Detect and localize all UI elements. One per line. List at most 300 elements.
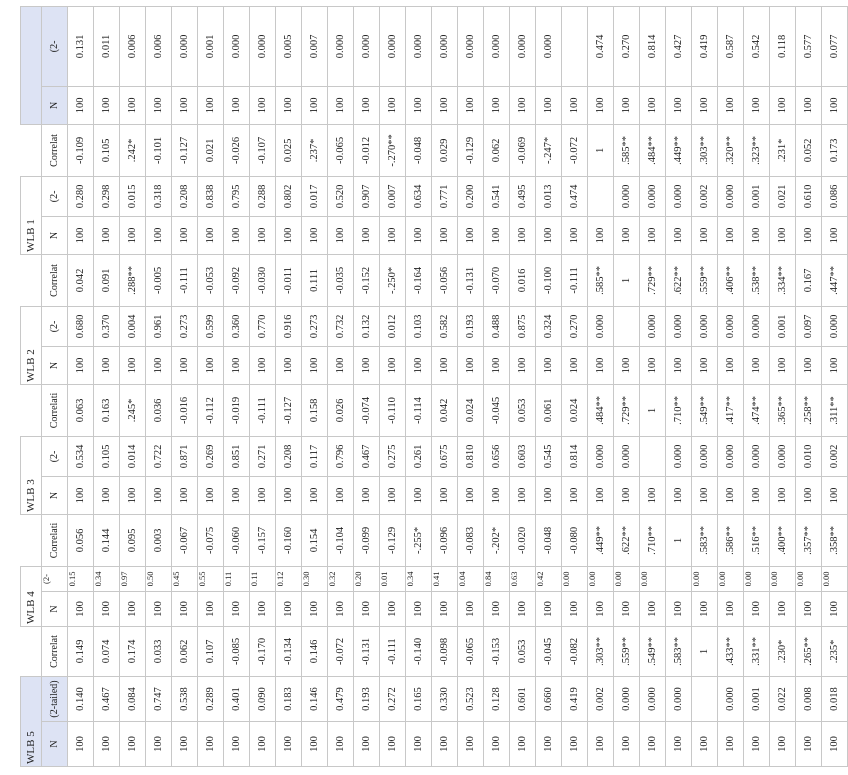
table-row <box>68 6 94 766</box>
group-wlb1: WLB 1 <box>21 176 42 254</box>
table-cell: 0.000 <box>354 6 380 86</box>
table-cell: 0.029 <box>432 124 458 176</box>
table-cell: 100 <box>146 591 172 626</box>
table-cell: 100 <box>250 346 276 384</box>
table-cell: 0.000 <box>588 306 614 346</box>
table-cell: .320** <box>718 124 744 176</box>
table-cell: 0.010 <box>796 436 822 476</box>
table-cell: 0.00 <box>562 566 588 591</box>
table-cell: .242* <box>120 124 146 176</box>
table-row <box>302 6 328 766</box>
table-cell: 100 <box>640 86 666 124</box>
table-cell: 100 <box>276 86 302 124</box>
table-cell: 0.167 <box>796 254 822 306</box>
table-cell: 0.000 <box>458 6 484 86</box>
table-cell: .622** <box>614 514 640 566</box>
table-cell: 0.061 <box>536 384 562 436</box>
table-cell: 0.55 <box>198 566 224 591</box>
table-cell <box>562 6 588 86</box>
table-cell: 100 <box>224 591 250 626</box>
table-cell: 0.298 <box>94 176 120 216</box>
table-cell: 100 <box>68 722 94 767</box>
table-cell: 100 <box>510 216 536 254</box>
table-cell: 100 <box>640 476 666 514</box>
table-cell: 100 <box>588 216 614 254</box>
table-cell: 100 <box>614 722 640 767</box>
group-wlb5: WLB 5 <box>21 676 42 766</box>
table-cell: 0.280 <box>68 176 94 216</box>
table-cell: 0.154 <box>302 514 328 566</box>
table-cell: 100 <box>406 86 432 124</box>
sub-header-row <box>42 6 68 766</box>
table-cell: 0.467 <box>354 436 380 476</box>
table-cell: 100 <box>692 476 718 514</box>
table-cell: 100 <box>146 346 172 384</box>
table-cell: 100 <box>614 591 640 626</box>
table-cell: 100 <box>432 476 458 514</box>
table-cell: 100 <box>432 346 458 384</box>
table-cell: -0.110 <box>380 384 406 436</box>
table-cell: -0.072 <box>562 124 588 176</box>
table-cell: 0.675 <box>432 436 458 476</box>
table-cell: 0.875 <box>510 306 536 346</box>
table-cell: .400** <box>770 514 796 566</box>
table-row <box>510 6 536 766</box>
table-cell: 100 <box>692 591 718 626</box>
table-cell: 0.111 <box>302 254 328 306</box>
sig-header: (2- <box>42 436 68 476</box>
table-cell: -0.016 <box>172 384 198 436</box>
table-cell: 100 <box>562 722 588 767</box>
table-cell: .323** <box>744 124 770 176</box>
table-cell: 0.000 <box>666 436 692 476</box>
table-cell: -0.075 <box>198 514 224 566</box>
table-row <box>380 6 406 766</box>
table-cell: 0.004 <box>120 306 146 346</box>
table-cell: 0.00 <box>822 566 848 591</box>
table-cell: -0.109 <box>68 124 94 176</box>
table-cell: 0.370 <box>94 306 120 346</box>
table-cell: 0.131 <box>68 6 94 86</box>
table-cell: 0.63 <box>510 566 536 591</box>
table-cell: .729** <box>614 384 640 436</box>
table-cell: 0.024 <box>562 384 588 436</box>
table-cell: 100 <box>120 476 146 514</box>
table-row <box>120 6 146 766</box>
table-cell: -0.131 <box>354 626 380 676</box>
table-cell: .449** <box>588 514 614 566</box>
table-cell: 0.599 <box>198 306 224 346</box>
table-cell: 0.105 <box>94 436 120 476</box>
table-cell: 100 <box>94 86 120 124</box>
table-cell: -0.099 <box>354 514 380 566</box>
table-row <box>614 6 640 766</box>
table-cell: 0.795 <box>224 176 250 216</box>
table-cell: -0.111 <box>172 254 198 306</box>
table-row <box>666 6 692 766</box>
table-cell: 100 <box>94 591 120 626</box>
table-cell: 100 <box>770 346 796 384</box>
table-cell: 100 <box>744 86 770 124</box>
table-cell: 0.146 <box>302 676 328 721</box>
table-cell: 0.15 <box>68 566 94 591</box>
sig-header: (2- <box>42 176 68 216</box>
table-cell: 0.002 <box>822 436 848 476</box>
table-cell: 0.000 <box>484 6 510 86</box>
table-cell: -0.129 <box>380 514 406 566</box>
table-cell: 100 <box>536 476 562 514</box>
table-cell: 100 <box>640 216 666 254</box>
table-cell: 100 <box>796 722 822 767</box>
table-cell: 0.163 <box>94 384 120 436</box>
table-row <box>770 6 796 766</box>
table-cell: 0.017 <box>302 176 328 216</box>
table-cell: 0.545 <box>536 436 562 476</box>
table-cell: 100 <box>822 591 848 626</box>
corr-header: Correlat <box>42 254 68 306</box>
table-cell: -0.157 <box>250 514 276 566</box>
table-cell: -0.056 <box>432 254 458 306</box>
table-cell: 100 <box>666 86 692 124</box>
table-cell: -0.134 <box>276 626 302 676</box>
table-cell: 0.052 <box>796 124 822 176</box>
table-cell: .449** <box>666 124 692 176</box>
table-cell: -0.100 <box>536 254 562 306</box>
table-cell: 100 <box>250 591 276 626</box>
table-cell: -0.065 <box>458 626 484 676</box>
table-cell: .245* <box>120 384 146 436</box>
table-row <box>536 6 562 766</box>
table-cell: 0.488 <box>484 306 510 346</box>
table-cell: 100 <box>224 722 250 767</box>
table-cell: 0.474 <box>562 176 588 216</box>
table-cell: -0.045 <box>536 626 562 676</box>
table-cell: 0.144 <box>94 514 120 566</box>
table-cell: 0.270 <box>562 306 588 346</box>
table-cell: .357** <box>796 514 822 566</box>
table-cell: 0.34 <box>406 566 432 591</box>
table-cell: 0.419 <box>562 676 588 721</box>
table-cell: -.250* <box>380 254 406 306</box>
table-row <box>276 6 302 766</box>
table-cell: 0.013 <box>536 176 562 216</box>
table-cell: 100 <box>744 346 770 384</box>
table-cell: -0.080 <box>562 514 588 566</box>
table-cell: .484** <box>588 384 614 436</box>
table-cell: 100 <box>120 722 146 767</box>
table-cell: 0.001 <box>744 676 770 721</box>
table-cell: 100 <box>458 346 484 384</box>
table-cell: 0.036 <box>146 384 172 436</box>
table-cell: 0.45 <box>172 566 198 591</box>
table-cell: 0.318 <box>146 176 172 216</box>
table-cell: 100 <box>380 476 406 514</box>
table-cell: -0.074 <box>354 384 380 436</box>
table-cell: 0.015 <box>120 176 146 216</box>
table-cell: -0.111 <box>380 626 406 676</box>
table-cell: 100 <box>172 476 198 514</box>
group-wlb4: WLB 4 <box>21 566 42 626</box>
table-cell: 0.000 <box>718 176 744 216</box>
table-cell: 0.273 <box>172 306 198 346</box>
table-cell: 0.208 <box>172 176 198 216</box>
table-cell: 100 <box>354 86 380 124</box>
table-cell: 100 <box>198 722 224 767</box>
table-cell: 100 <box>146 216 172 254</box>
table-cell: 100 <box>68 476 94 514</box>
table-cell: -0.096 <box>432 514 458 566</box>
table-cell: 0.610 <box>796 176 822 216</box>
table-cell: 0.771 <box>432 176 458 216</box>
table-cell: 100 <box>380 591 406 626</box>
table-cell: 0.722 <box>146 436 172 476</box>
table-row <box>458 6 484 766</box>
table-cell: 0.01 <box>380 566 406 591</box>
table-cell: 100 <box>510 86 536 124</box>
table-cell: 100 <box>484 476 510 514</box>
table-cell: 100 <box>354 476 380 514</box>
table-cell: 0.149 <box>68 626 94 676</box>
table-cell: -0.140 <box>406 626 432 676</box>
table-cell: 0.002 <box>588 676 614 721</box>
table-cell: 100 <box>94 722 120 767</box>
table-cell: 100 <box>588 591 614 626</box>
table-cell: 100 <box>354 216 380 254</box>
table-cell: 0.097 <box>796 306 822 346</box>
table-cell: 100 <box>770 722 796 767</box>
table-cell: 0.814 <box>640 6 666 86</box>
table-cell: 100 <box>94 346 120 384</box>
table-cell: 100 <box>406 722 432 767</box>
table-cell: 0.601 <box>510 676 536 721</box>
table-cell: 100 <box>770 216 796 254</box>
group-header-row <box>21 6 42 766</box>
table-cell: 100 <box>692 216 718 254</box>
table-cell: 100 <box>458 216 484 254</box>
table-cell: 100 <box>68 591 94 626</box>
table-cell: 0.000 <box>666 176 692 216</box>
table-cell: .585** <box>588 254 614 306</box>
table-cell: 100 <box>68 86 94 124</box>
table-cell: 100 <box>458 591 484 626</box>
table-cell: 100 <box>172 346 198 384</box>
table-cell: 0.025 <box>276 124 302 176</box>
table-row <box>250 6 276 766</box>
table-cell: 0.063 <box>68 384 94 436</box>
table-cell: 100 <box>380 86 406 124</box>
table-cell: 100 <box>302 722 328 767</box>
table-cell: 0.132 <box>354 306 380 346</box>
table-cell: 0.056 <box>68 514 94 566</box>
table-cell: 100 <box>640 722 666 767</box>
table-row <box>328 6 354 766</box>
table-cell: 0.000 <box>614 676 640 721</box>
table-cell: 0.000 <box>224 6 250 86</box>
table-cell: .447** <box>822 254 848 306</box>
table-cell: 0.50 <box>146 566 172 591</box>
table-cell: 0.32 <box>328 566 354 591</box>
table-cell: .549** <box>640 626 666 676</box>
table-row <box>406 6 432 766</box>
table-cell: -0.131 <box>458 254 484 306</box>
table-cell: -0.020 <box>510 514 536 566</box>
table-cell: .433** <box>718 626 744 676</box>
table-cell: 0.12 <box>276 566 302 591</box>
table-cell: 100 <box>276 476 302 514</box>
table-cell: -0.060 <box>224 514 250 566</box>
table-cell: -0.070 <box>484 254 510 306</box>
table-cell: .710** <box>666 384 692 436</box>
group-wlb3: WLB 3 <box>21 436 42 514</box>
table-cell: 0.30 <box>302 566 328 591</box>
table-cell: 1 <box>692 626 718 676</box>
table-cell: 0.577 <box>796 6 822 86</box>
table-cell: -0.127 <box>172 124 198 176</box>
table-cell: 0.024 <box>458 384 484 436</box>
table-cell: 0.183 <box>276 676 302 721</box>
table-cell: 0.534 <box>68 436 94 476</box>
table-cell: -.270** <box>380 124 406 176</box>
table-cell: 100 <box>276 346 302 384</box>
table-cell: -0.082 <box>562 626 588 676</box>
table-row <box>146 6 172 766</box>
table-row <box>484 6 510 766</box>
table-cell: 0.272 <box>380 676 406 721</box>
table-row <box>822 6 848 766</box>
table-cell: 100 <box>120 86 146 124</box>
table-cell: -0.114 <box>406 384 432 436</box>
table-cell: -0.085 <box>224 626 250 676</box>
table-cell: 0.000 <box>692 306 718 346</box>
table-cell: 0.000 <box>666 306 692 346</box>
table-cell: 0.330 <box>432 676 458 721</box>
table-cell: -0.160 <box>276 514 302 566</box>
table-cell <box>692 676 718 721</box>
table-cell: 0.542 <box>744 6 770 86</box>
table-cell: 0.97 <box>120 566 146 591</box>
table-cell: -0.005 <box>146 254 172 306</box>
table-cell: 0.033 <box>146 626 172 676</box>
table-cell: 100 <box>406 476 432 514</box>
table-cell: .358** <box>822 514 848 566</box>
table-cell: 0.022 <box>770 676 796 721</box>
table-cell: 100 <box>198 346 224 384</box>
table-cell: 0.002 <box>692 176 718 216</box>
table-cell: 0.086 <box>822 176 848 216</box>
table-cell: -.202* <box>484 514 510 566</box>
table-cell: 0.000 <box>640 176 666 216</box>
table-cell: 0.062 <box>484 124 510 176</box>
table-cell: 0.796 <box>328 436 354 476</box>
table-cell: 0.103 <box>406 306 432 346</box>
table-cell: 0.270 <box>614 6 640 86</box>
table-cell: 0.208 <box>276 436 302 476</box>
table-cell: -0.101 <box>146 124 172 176</box>
table-cell: 100 <box>822 346 848 384</box>
table-cell: 100 <box>562 476 588 514</box>
table-cell: .365** <box>770 384 796 436</box>
table-cell: 100 <box>146 476 172 514</box>
table-row <box>796 6 822 766</box>
table-cell: 0.479 <box>328 676 354 721</box>
table-cell: 0.026 <box>328 384 354 436</box>
table-cell: .334** <box>770 254 796 306</box>
table-cell: 100 <box>146 86 172 124</box>
table-cell: -0.048 <box>406 124 432 176</box>
table-cell: 0.074 <box>94 626 120 676</box>
table-cell: 0.961 <box>146 306 172 346</box>
table-cell: 100 <box>380 346 406 384</box>
table-cell: 100 <box>120 346 146 384</box>
table-cell: -0.092 <box>224 254 250 306</box>
table-cell: .231* <box>770 124 796 176</box>
table-cell: -0.164 <box>406 254 432 306</box>
sig-header: (2- <box>42 6 68 86</box>
table-cell: -0.048 <box>536 514 562 566</box>
table-row <box>692 6 718 766</box>
table-row <box>94 6 120 766</box>
table-cell: 0.193 <box>458 306 484 346</box>
table-cell: 100 <box>328 86 354 124</box>
table-cell: 100 <box>796 346 822 384</box>
table-cell: 100 <box>198 216 224 254</box>
table-cell: -0.069 <box>510 124 536 176</box>
table-cell: 100 <box>224 476 250 514</box>
table-cell: 0.001 <box>198 6 224 86</box>
table-cell: 0.165 <box>406 676 432 721</box>
table-cell: 100 <box>68 346 94 384</box>
table-cell: 0.814 <box>562 436 588 476</box>
table-cell: 100 <box>822 86 848 124</box>
table-cell: 0.732 <box>328 306 354 346</box>
n-header: N <box>42 346 68 384</box>
table-cell: 0.00 <box>614 566 640 591</box>
table-cell: 100 <box>536 346 562 384</box>
table-cell: 100 <box>744 591 770 626</box>
table-cell: 0.128 <box>484 676 510 721</box>
table-cell: 0.802 <box>276 176 302 216</box>
table-cell: 0.275 <box>380 436 406 476</box>
table-cell: 0.001 <box>770 306 796 346</box>
table-cell: 100 <box>68 216 94 254</box>
table-cell: 0.11 <box>250 566 276 591</box>
table-cell: 0.000 <box>588 436 614 476</box>
table-cell: 0.021 <box>770 176 796 216</box>
table-cell: .265** <box>796 626 822 676</box>
table-row <box>172 6 198 766</box>
table-cell: 0.000 <box>666 676 692 721</box>
table-cell: 100 <box>796 476 822 514</box>
table-cell: .729** <box>640 254 666 306</box>
table-cell: 100 <box>718 86 744 124</box>
table-cell: 0.00 <box>770 566 796 591</box>
table-cell: 0.000 <box>822 306 848 346</box>
table-cell: -0.112 <box>198 384 224 436</box>
table-cell: 100 <box>744 476 770 514</box>
table-cell: 0.84 <box>484 566 510 591</box>
table-cell: 0.271 <box>250 436 276 476</box>
table-cell: 100 <box>120 216 146 254</box>
table-cell: 0.000 <box>380 6 406 86</box>
table-row <box>198 6 224 766</box>
table-cell: 100 <box>302 476 328 514</box>
table-cell: 1 <box>614 254 640 306</box>
table-cell: 100 <box>484 86 510 124</box>
table-cell: -0.065 <box>328 124 354 176</box>
table-cell: 0.091 <box>94 254 120 306</box>
table-cell: 0.871 <box>172 436 198 476</box>
table-cell: 100 <box>94 476 120 514</box>
